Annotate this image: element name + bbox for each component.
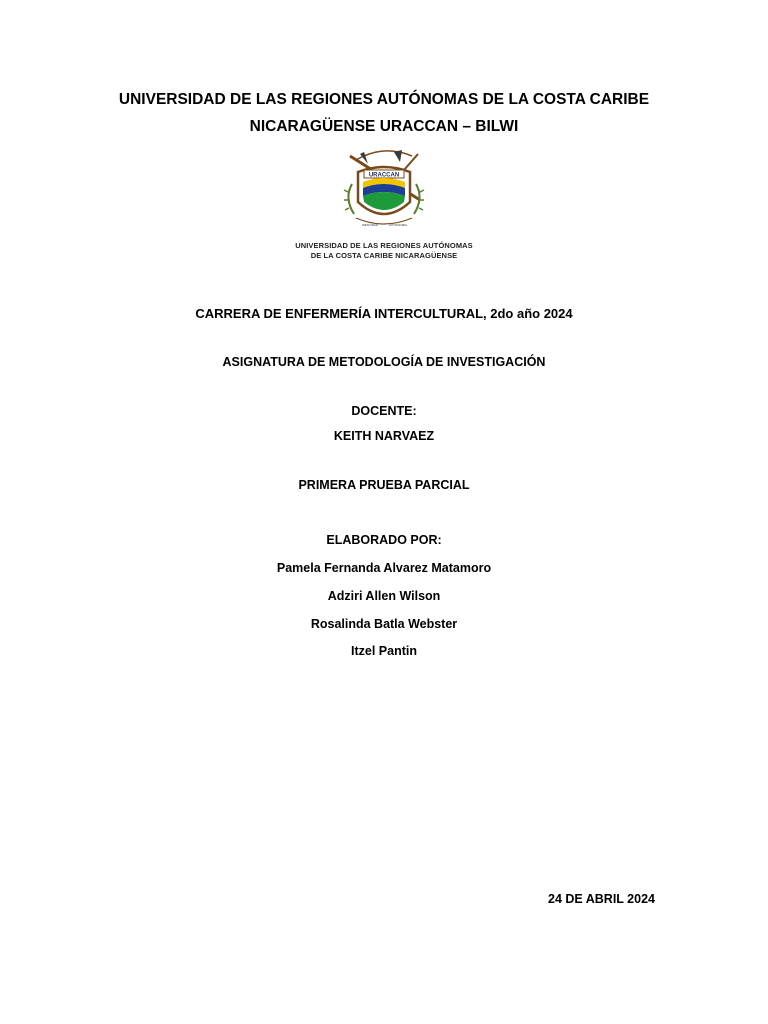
authors-label: ELABORADO POR:	[326, 533, 442, 547]
uraccan-logo	[334, 148, 434, 240]
university-title-line2: NICARAGÜENSE URACCAN – BILWI	[249, 118, 519, 135]
teacher-label: DOCENTE:	[351, 404, 417, 418]
svg-text:IDENTIDAD: IDENTIDAD	[361, 223, 379, 227]
uraccan-crest-icon	[334, 148, 434, 240]
university-title-line1: UNIVERSIDAD DE LAS REGIONES AUTÓNOMAS DE LA COSTA CARIBE	[118, 91, 650, 108]
author-name: Pamela Fernanda Alvarez Matamoro	[276, 561, 492, 575]
author-name: Adziri Allen Wilson	[327, 589, 441, 603]
logo-caption-line2: DE LA COSTA CARIBE NICARAGÜENSE	[310, 251, 458, 260]
document-date: 24 DE ABRIL 2024	[548, 892, 655, 906]
svg-text:URACCAN: URACCAN	[368, 172, 400, 179]
career-line: CARRERA DE ENFERMERÍA INTERCULTURAL, 2do año 2024	[195, 306, 573, 321]
exam-title: PRIMERA PRUEBA PARCIAL	[298, 478, 470, 492]
subject-line: ASIGNATURA DE METODOLOGÍA DE INVESTIGACIÓN	[222, 355, 546, 369]
author-name: Itzel Pantin	[351, 644, 417, 658]
author-name: Rosalinda Batla Webster	[310, 617, 458, 631]
svg-text:AUTONOMIA: AUTONOMIA	[388, 223, 408, 227]
teacher-name: KEITH NARVAEZ	[333, 429, 435, 443]
logo-caption-line1: UNIVERSIDAD DE LAS REGIONES AUTÓNOMAS	[295, 241, 473, 250]
